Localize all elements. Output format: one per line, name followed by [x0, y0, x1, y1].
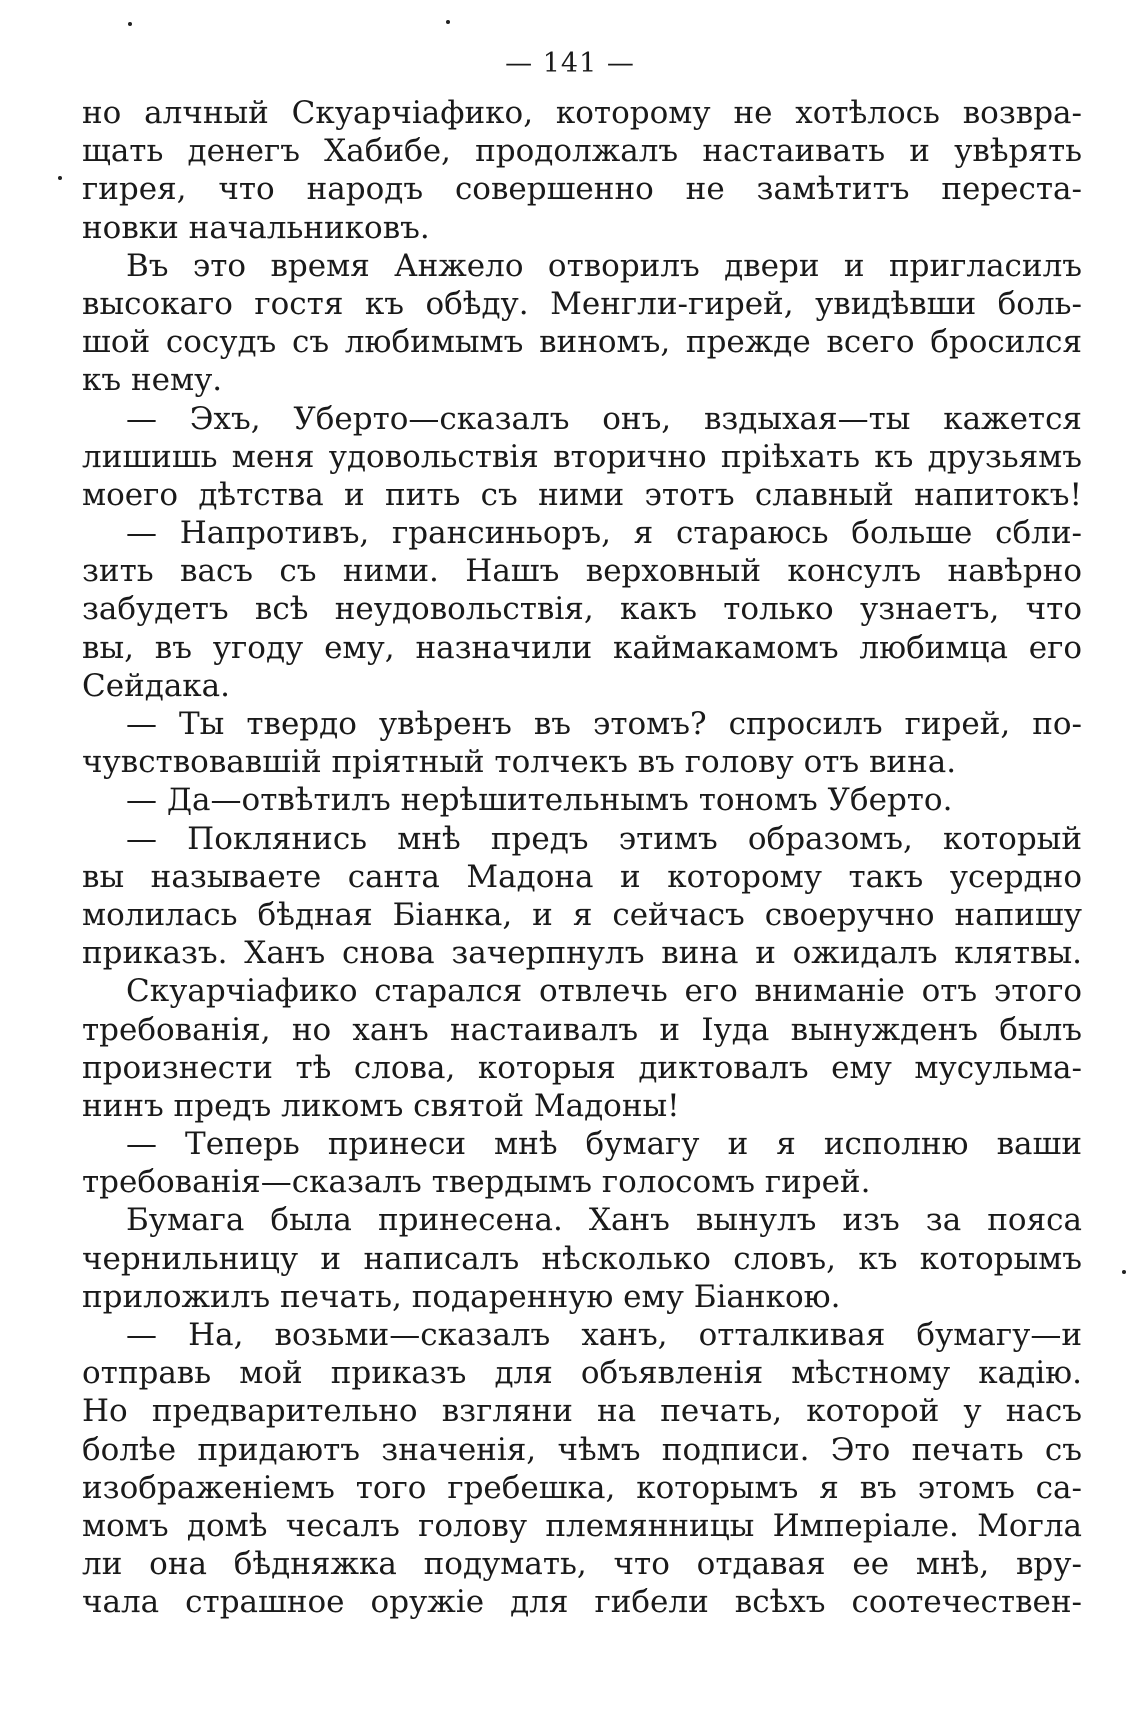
text-line: гирея, что народъ совершенно не замѣтитъ переста- [82, 171, 1082, 208]
text-line: — Поклянись мнѣ предъ этимъ образомъ, который [126, 820, 1082, 857]
text-line: — Да—отвѣтилъ нерѣшительнымъ тономъ Уберто. [126, 782, 953, 819]
page-number: — 141 — [505, 48, 635, 79]
body-text [82, 94, 1082, 1622]
print-speck [1122, 1270, 1126, 1274]
text-line: чувствовавшій пріятный толчекъ въ голову отъ вина. [82, 744, 957, 781]
text-line: молилась бѣдная Біанка, и я сейчасъ своеручно напишу [82, 896, 1082, 933]
text-line: произнести тѣ слова, которыя диктовалъ ему мусульма- [82, 1049, 1082, 1086]
print-speck [58, 176, 62, 180]
print-speck [128, 22, 132, 26]
text-line: отправь мой приказъ для объявленія мѣстному кадію. [82, 1355, 1082, 1392]
text-line: чернильницу и написалъ нѣсколько словъ, къ которымъ [82, 1240, 1082, 1277]
text-line: Въ это время Анжело отворилъ двери и пригласилъ [126, 247, 1082, 284]
text-line: болѣе придаютъ значенія, чѣмъ подписи. Это печать съ [82, 1431, 1082, 1468]
text-line: приложилъ печать, подаренную ему Біанкою. [82, 1278, 841, 1315]
text-line: — Напротивъ, грансиньоръ, я стараюсь больше сбли- [126, 515, 1082, 552]
text-line: Но предварительно взгляни на печать, которой у насъ [82, 1393, 1082, 1430]
text-line: лишишь меня удовольствія вторично пріѣхать къ друзьямъ [82, 438, 1082, 475]
text-line: изображеніемъ того гребешка, которымъ я въ этомъ са- [82, 1469, 1082, 1506]
text-line: — Эхъ, Уберто—сказалъ онъ, вздыхая—ты кажется [126, 400, 1082, 437]
text-line: забудетъ всѣ неудовольствія, какъ только узнаетъ, что [82, 591, 1082, 628]
text-line: требованія, но ханъ настаивалъ и Іуда вынужденъ былъ [82, 1011, 1082, 1048]
text-line: зить васъ съ ними. Нашъ верховный консулъ навѣрно [82, 553, 1082, 590]
text-line: Сейдака. [82, 667, 231, 704]
text-line: ли она бѣдняжка подумать, что отдавая ее мнѣ, вру- [82, 1546, 1082, 1583]
text-line: момъ домѣ чесалъ голову племянницы Имперіале. Могла [82, 1507, 1082, 1544]
text-line: вы, въ угоду ему, назначили каймакамомъ любимца его [82, 629, 1082, 666]
text-line: приказъ. Ханъ снова зачерпнулъ вина и ожидалъ клятвы. [82, 935, 1082, 972]
text-line: вы называете санта Мадона и которому такъ усердно [82, 858, 1082, 895]
text-line: чала страшное оружіе для гибели всѣхъ соотечествен- [82, 1584, 1082, 1621]
text-line: — На, возьми—сказалъ ханъ, отталкивая бумагу—и [126, 1317, 1082, 1353]
text-line: но алчный Скуарчіафико, которому не хотѣлось возвра- [82, 95, 1082, 131]
text-line: — Теперь принеси мнѣ бумагу и я исполню ваши [126, 1126, 1082, 1163]
text-line: — Ты твердо увѣренъ въ этомъ? спросилъ гирей, по- [126, 706, 1082, 742]
text-line: Скуарчіафико старался отвлечь его вниманіе отъ этого [126, 973, 1082, 1010]
text-line: Бумага была принесена. Ханъ вынулъ изъ за пояса [126, 1202, 1082, 1239]
text-line: моего дѣтства и пить съ ними этотъ славный напитокъ! [82, 476, 1082, 513]
text-line: высокаго гостя къ обѣду. Менгли-гирей, увидѣвши боль- [82, 285, 1082, 322]
print-speck [446, 20, 450, 24]
text-line: новки начальниковъ. [82, 209, 430, 246]
text-line: нинъ предъ ликомъ святой Мадоны! [82, 1087, 680, 1124]
text-line: къ нему. [82, 362, 223, 399]
text-line: шой сосудъ съ любимымъ виномъ, прежде всего бросился [82, 324, 1082, 361]
text-line: щать денегъ Хабибе, продолжалъ настаивать и увѣрять [82, 133, 1082, 170]
text-line: требованія—сказалъ твердымъ голосомъ гирей. [82, 1164, 871, 1201]
